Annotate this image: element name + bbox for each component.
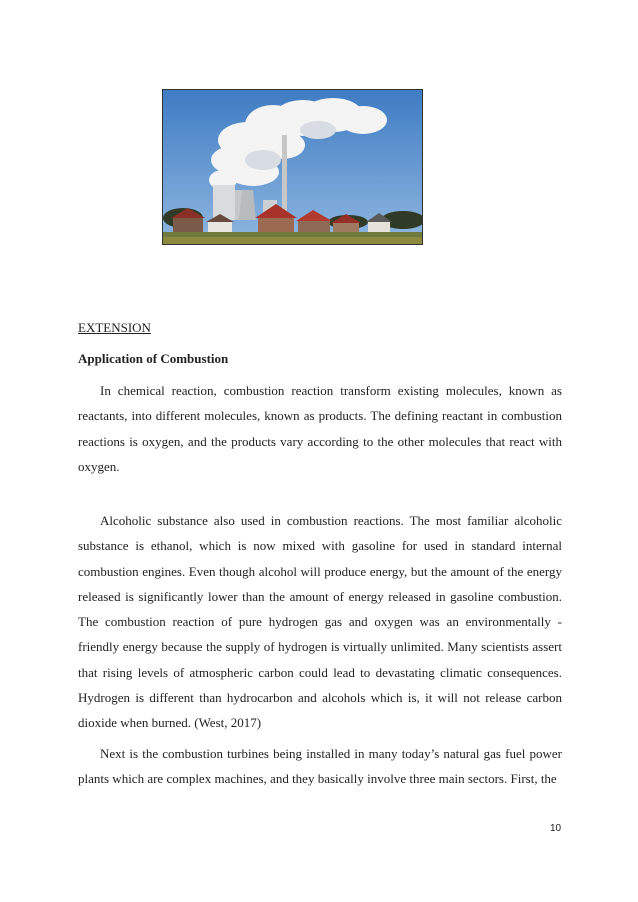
paragraph-combustion-intro: In chemical reaction, combustion reaction transform existing molecules, known as reactants, into different molecules, known as products. The defining reactant in combustion reactions is oxygen, and the products vary according to the other molecules that react with oxygen. xyxy=(78,383,562,474)
paragraph-combustion-turbines: Next is the combustion turbines being installed in many today’s natural gas fuel power plants which are complex machines, and they basically involve three main sectors. First, the xyxy=(78,746,562,787)
power-plant-photo xyxy=(162,89,423,245)
section-label: EXTENSION xyxy=(78,320,151,335)
chimney xyxy=(282,135,287,220)
paragraph-alcoholic-substance: Alcoholic substance also used in combustion reactions. The most familiar alcoholic substance is ethanol, which is now mixed with gasoline for used in standard internal combustion engines. Even though alcohol will produce energy, but the amount of the energy released is significantly lower than the amount of energy released in gasoline combustion. The combustion reaction of pure hydrogen gas and oxygen was an environmentally - friendly energy because the supply of hydrogen is virtually unlimited. Many scientists assert that rising levels of atmospheric carbon could lead to devastating climatic consequences. Hydrogen is different than hydrocarbon and alcohols which is, it will not release carbon dioxide when burned. (West, 2017) xyxy=(78,513,562,731)
plant-building xyxy=(213,185,235,220)
power-plant-illustration xyxy=(163,90,422,244)
section-heading: Application of Combustion xyxy=(78,351,229,366)
page-number: 10 xyxy=(550,823,562,834)
